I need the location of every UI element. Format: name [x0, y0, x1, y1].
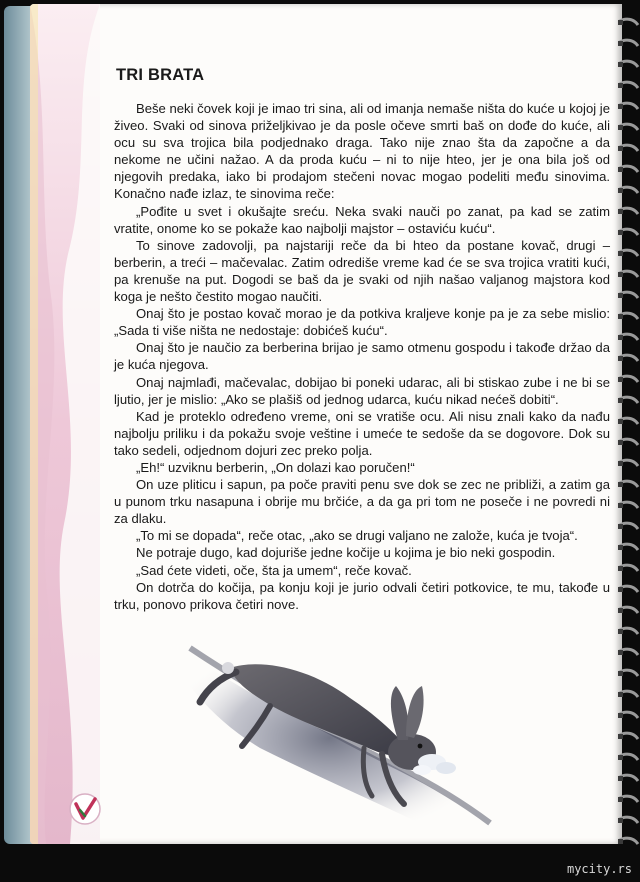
binding-hole	[618, 797, 623, 802]
binding-hole	[618, 314, 623, 319]
binding-hole	[618, 734, 623, 739]
story-title: TRI BRATA	[116, 66, 205, 84]
story-text	[114, 100, 610, 613]
decorative-pink-band	[30, 4, 100, 844]
binding-hole	[618, 713, 623, 718]
paragraph: Kad je proteklo određeno vreme, oni se vratiše ocu. Ali nisu znali kako da nađu najbolju priliku i da pokažu svoje veštine i umeće te sedoše da se dogovore. Dok su tako sedeli, odjednom dojuri zec preko polja.	[114, 408, 610, 458]
spiral-binding	[618, 0, 640, 882]
paragraph: „Sad ćete videti, oče, šta ja umem“, reče kovač.	[136, 562, 412, 578]
paragraph: „Pođite u svet i okušajte sreću. Neka svaki nauči po zanat, pa kad se zatim vratite, onome ko se pokaže kao najbolji majstor – ostaviću kuću“.	[114, 203, 610, 236]
paragraph: Ne potraje dugo, kad dojuriše jedne kočije u kojima je bio neki gospodin.	[136, 545, 556, 561]
binding-hole	[618, 629, 623, 634]
book-page	[30, 4, 622, 844]
binding-hole	[618, 356, 623, 361]
binding-hole	[618, 62, 623, 67]
paragraph: Onaj što je naučio za berberina brijao je samo otmenu gospodu i takođe držao da je kuća njegova.	[114, 340, 610, 373]
binding-hole	[618, 146, 623, 151]
binding-hole	[618, 818, 623, 823]
hare-running-illustration	[150, 628, 510, 842]
binding-hole	[618, 671, 623, 676]
binding-hole	[618, 650, 623, 655]
binding-hole	[618, 41, 623, 46]
binding-hole	[618, 335, 623, 340]
binding-hole	[618, 440, 623, 445]
paragraph: On dotrča do kočija, pa konju koji je jurio odvali četiri potkovice, te mu, takođe u trku, ponovo prikova četiri nove.	[114, 579, 610, 612]
paragraph: Onaj najmlađi, mačevalac, dobijao bi poneki udarac, ali bi stiskao zube i ne bi se ljutio, jer je mislio: „Ako se plašiš od jednog udarca, kuću nikad nećeš dobiti“.	[114, 374, 610, 407]
binding-hole	[618, 587, 623, 592]
binding-hole	[618, 20, 623, 25]
binding-hole	[618, 566, 623, 571]
binding-hole	[618, 209, 623, 214]
binding-hole	[618, 272, 623, 277]
binding-hole	[618, 83, 623, 88]
binding-hole	[618, 776, 623, 781]
binding-hole	[618, 608, 623, 613]
binding-hole	[618, 524, 623, 529]
binding-hole	[618, 839, 623, 844]
binding-hole	[618, 293, 623, 298]
paragraph: Onaj što je postao kovač morao je da potkiva kraljeve konje pa je za sebe mislio: „Sada ti više ništa ne nedostaje: dobićeš kuću“.	[114, 306, 610, 339]
binding-hole	[618, 398, 623, 403]
binding-hole	[618, 545, 623, 550]
binding-hole	[618, 167, 623, 172]
binding-hole	[618, 230, 623, 235]
binding-hole	[618, 755, 623, 760]
paragraph: „To mi se dopada“, reče otac, „ako se drugi valjano ne založe, kuća je tvoja“.	[136, 528, 578, 544]
binding-hole	[618, 461, 623, 466]
paragraph: To sinove zadovolji, pa najstariji reče da bi hteo da postane kovač, drugi – berberin, a treći – mačevalac. Zatim odrediše vreme kad će se sva trojica vratiti kući, pa krenuše na put. Dogodi se baš da je svaki od njih našao valjanog majstora kod koga je nešto čestito mogao naučiti.	[114, 237, 610, 305]
watermark-text: mycity.rs	[566, 862, 632, 876]
binding-hole	[618, 104, 623, 109]
binding-hole	[618, 692, 623, 697]
binding-hole	[618, 419, 623, 424]
binding-hole	[618, 125, 623, 130]
paragraph: On uze pliticu i sapun, pa poče praviti penu sve dok se zec ne približi, a zatim ga u punom trku nasapuna i obrije mu brčiće, a da ga pri tom ne poseče i ne povredi ni za dlaku.	[114, 477, 610, 527]
binding-hole	[618, 503, 623, 508]
binding-hole	[618, 482, 623, 487]
binding-hole	[618, 251, 623, 256]
paragraph: Beše neki čovek koji je imao tri sina, ali od imanja nemaše ništa do kuće u kojoj je živeo. Svaki od sinova priželjkivao je da posle očeve smrti baš on dođe do kuće, ali ocu su sva trojica bila podjednako draga. Tako nije znao šta da započne a da nekome ne učini nažao. A da proda kuću – ni to nije hteo, jer je ona bila još od njegovih predaka, iako bi prodajom stečeni novac mogao podeliti među sinovima. Konačno nađe izlaz, te sinovima reče:	[114, 101, 610, 202]
binding-hole	[618, 188, 623, 193]
binding-hole	[618, 377, 623, 382]
paragraph: „Eh!“ uzviknu berberin, „On dolazi kao poručen!“	[136, 459, 415, 475]
publisher-logo-icon	[68, 792, 102, 826]
